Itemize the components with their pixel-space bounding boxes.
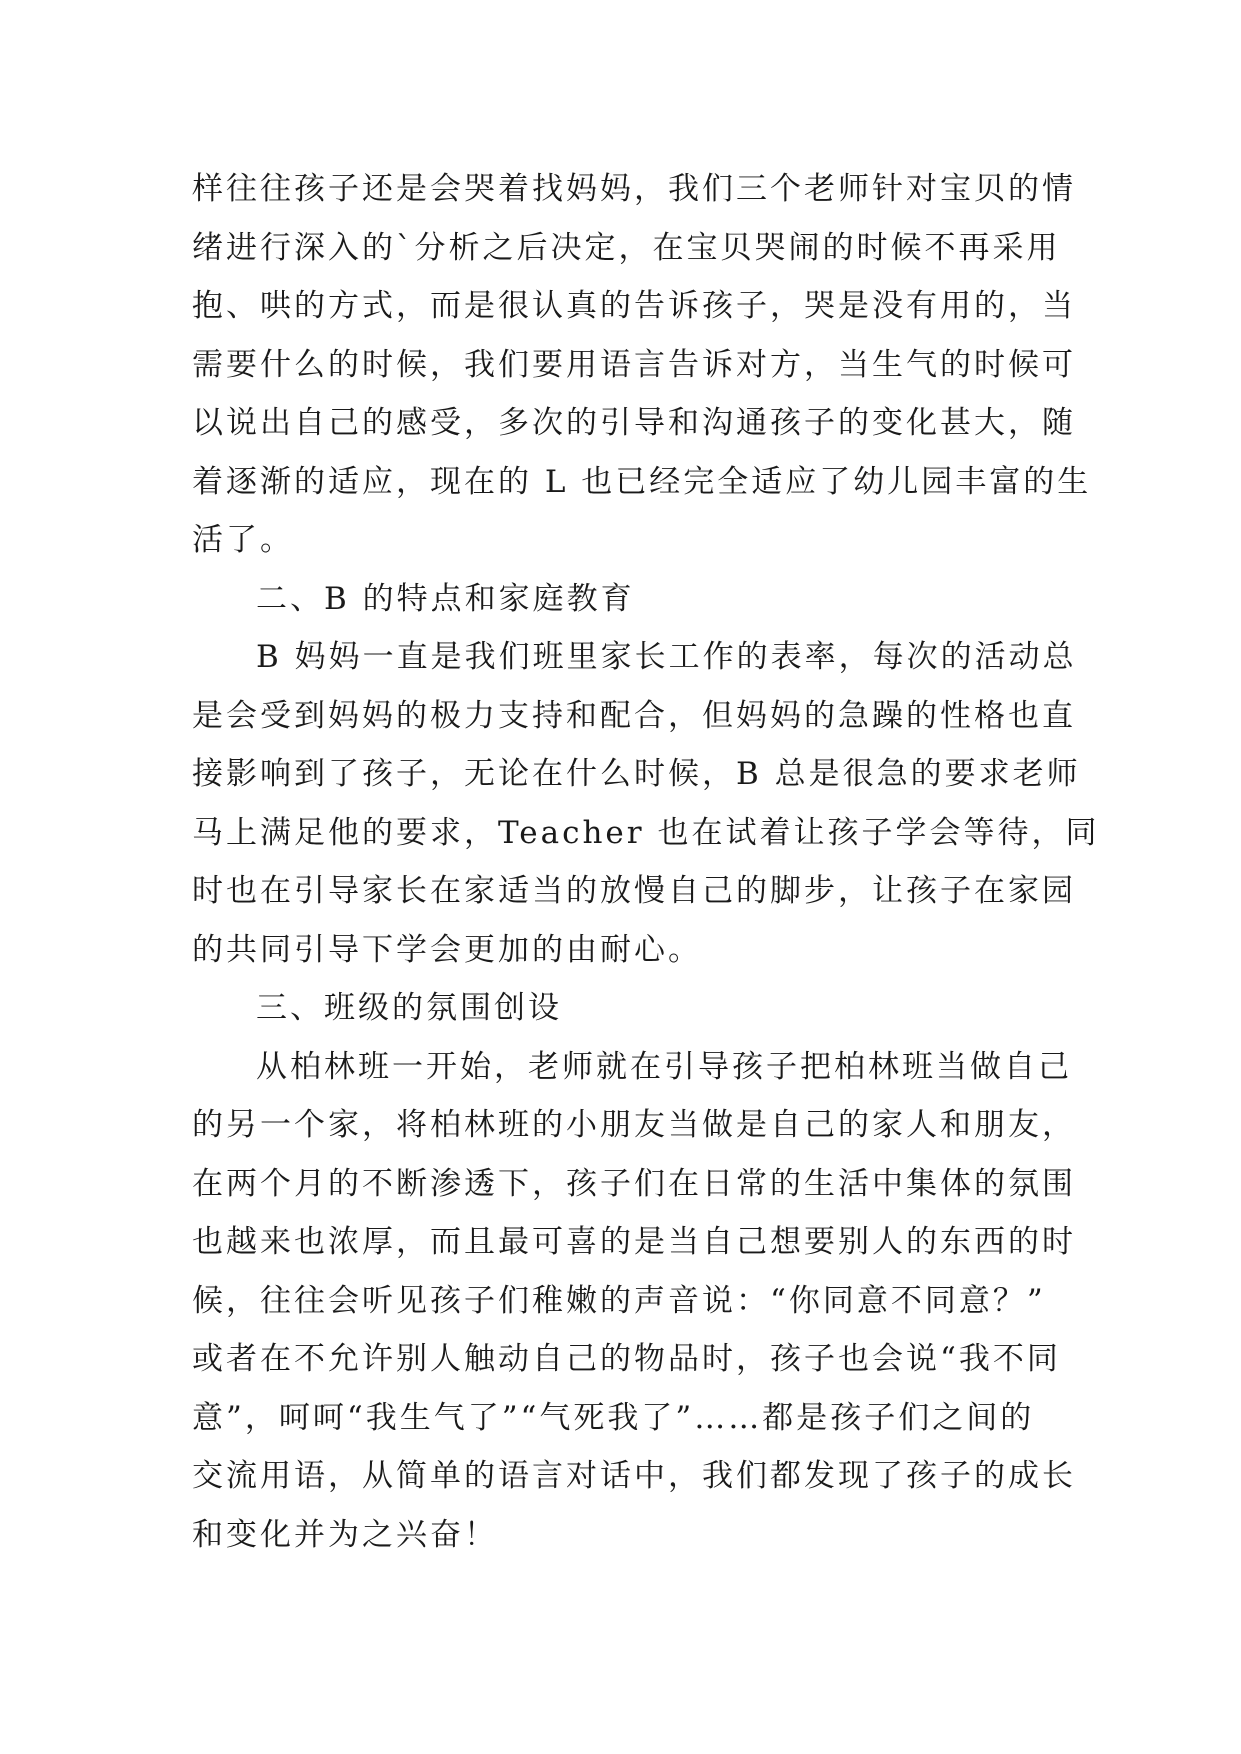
- text-line: 绪进行深入的`分析之后决定，在宝贝哭闹的时候不再采用: [192, 229, 1061, 266]
- section-heading-b-family-education: [192, 570, 1072, 629]
- text-line: 和变化并为之兴奋！: [192, 1516, 498, 1553]
- text-line: 从柏林班一开始，老师就在引导孩子把柏林班当做自己: [256, 1048, 1072, 1085]
- text-line: 以说出自己的感受，多次的引导和沟通孩子的变化甚大，随: [192, 405, 1076, 441]
- heading-line: 二、B 的特点和家庭教育: [256, 580, 635, 617]
- text-line: 也越来也浓厚，而且最可喜的是当自己想要别人的东西的时: [192, 1224, 1076, 1260]
- text-line: 抱、哄的方式，而是很认真的告诉孩子，哭是没有用的，当: [192, 288, 1076, 324]
- text-line: 样往往孩子还是会哭着找妈妈，我们三个老师针对宝贝的情: [192, 171, 1076, 207]
- paragraph-b-characteristics: [192, 628, 1100, 979]
- document-body: [192, 160, 1100, 1564]
- text-line: 马上满足他的要求，Teacher 也在试着让孩子学会等待，同: [192, 814, 1100, 851]
- text-line: 需要什么的时候，我们要用语言告诉对方，当生气的时候可: [192, 346, 1076, 383]
- text-line: 交流用语，从简单的语言对话中，我们都发现了孩子的成长: [192, 1458, 1076, 1494]
- text-line: 着逐渐的适应，现在的 L 也已经完全适应了幼儿园丰富的生: [192, 463, 1092, 500]
- text-line: B 妈妈一直是我们班里家长工作的表率，每次的活动总: [256, 639, 1077, 675]
- text-line: 的另一个家，将柏林班的小朋友当做是自己的家人和朋友，: [192, 1107, 1076, 1143]
- heading-line: 三、班级的氛围创设: [256, 990, 562, 1026]
- text-line: 意”，呵呵“我生气了”“气死我了”……都是孩子们之间的: [192, 1399, 1035, 1436]
- text-line: 接影响到了孩子，无论在什么时候，B 总是很急的要求老师: [192, 756, 1081, 792]
- paragraph-continuation: [192, 160, 1092, 570]
- text-line: 在两个月的不断渗透下，孩子们在日常的生活中集体的氛围: [192, 1165, 1076, 1202]
- text-line: 或者在不允许别人触动自己的物品时，孩子也会说“我不同: [192, 1341, 1061, 1377]
- text-line: 候，往往会听见孩子们稚嫩的声音说：“你同意不同意？”: [192, 1282, 1046, 1319]
- text-line: 的共同引导下学会更加的由耐心。: [192, 931, 702, 968]
- paragraph-class-atmosphere: [192, 1038, 1076, 1565]
- section-heading-class-atmosphere: [192, 979, 1072, 1038]
- text-line: 活了。: [192, 522, 294, 558]
- text-line: 是会受到妈妈的极力支持和配合，但妈妈的急躁的性格也直: [192, 697, 1076, 734]
- text-line: 时也在引导家长在家适当的放慢自己的脚步，让孩子在家园: [192, 873, 1076, 909]
